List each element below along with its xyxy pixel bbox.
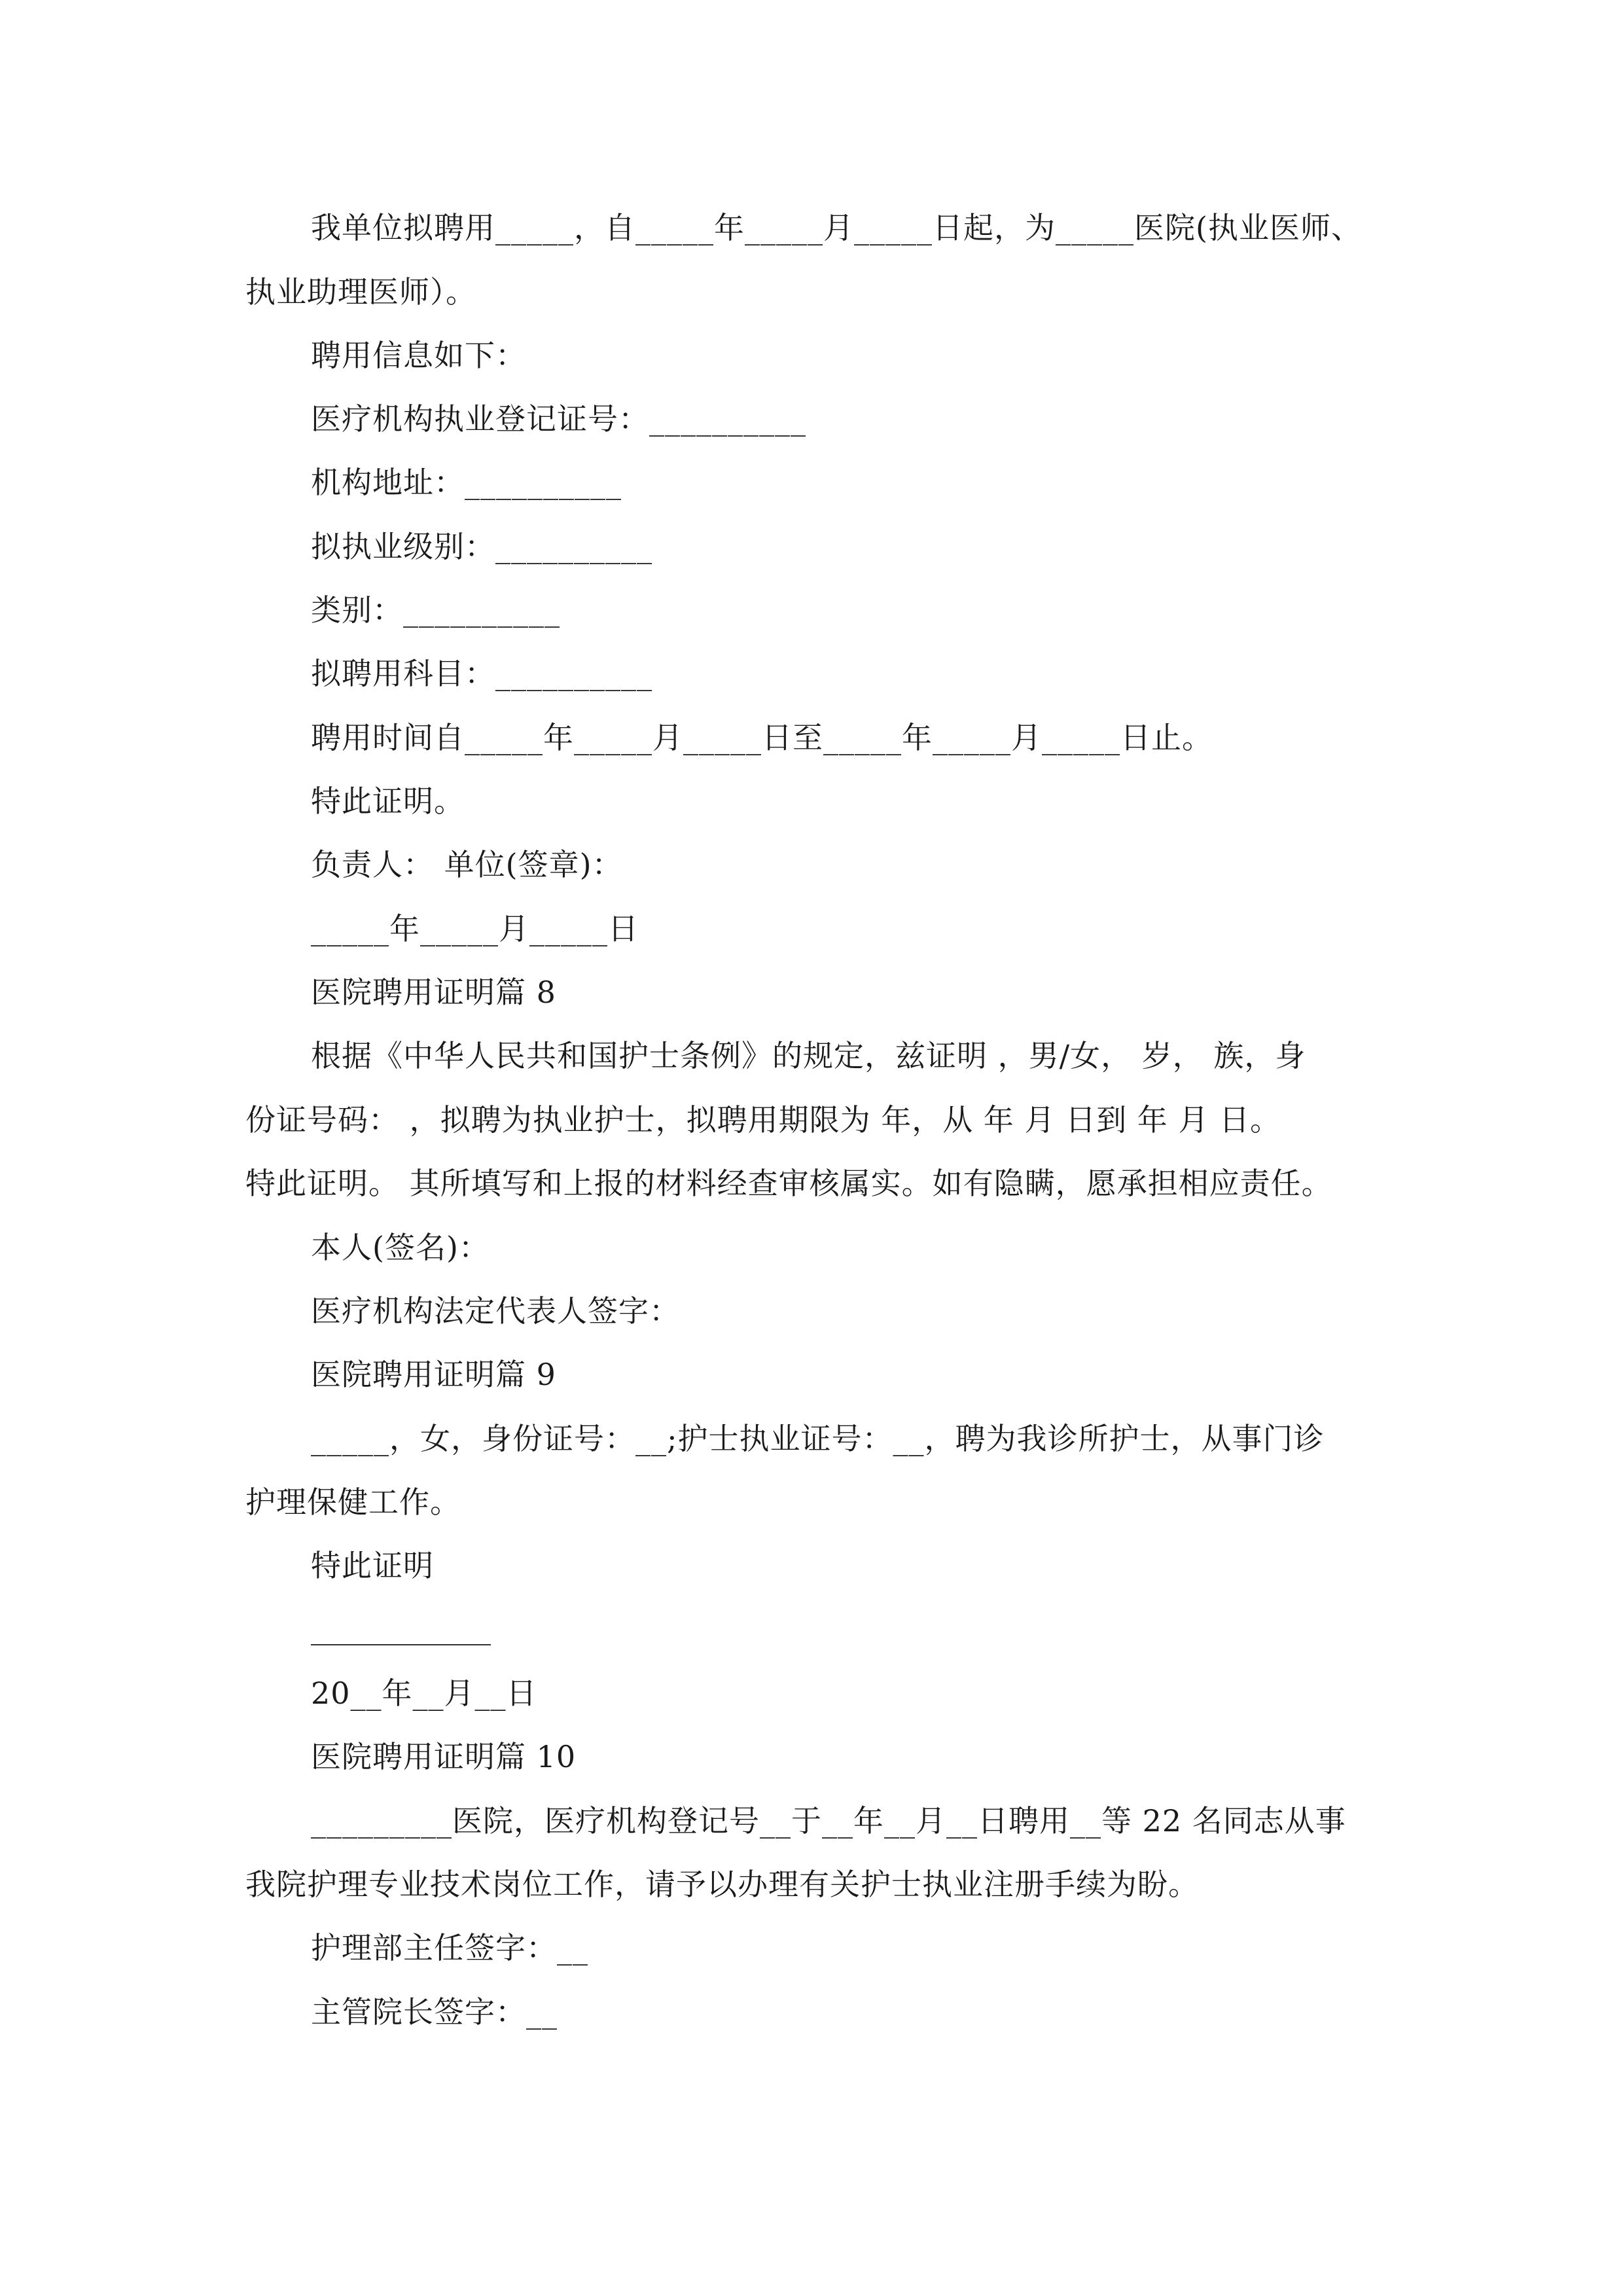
signature-line: 护理部主任签字：__ [311,1930,588,1965]
form-field-line: 医疗机构执业登记证号：__________ [311,401,806,437]
paragraph-line: _________医院，医疗机构登记号__于__年__月__日聘用__等 22 名同志从事 [311,1803,1346,1839]
signature-line: 本人(签名)： [311,1230,490,1265]
paragraph-line: 执业助理医师）。 [245,274,476,310]
form-field-line: 类别：__________ [311,592,560,628]
paragraph-line: 我单位拟聘用_____，自_____年_____月_____日起，为_____医院(执业医师、 [311,210,1362,245]
paragraph-line: _____，女，身份证号：__;护士执业证号：__，聘为我诊所护士，从事门诊 [311,1421,1325,1456]
paragraph-line: 聘用信息如下： [311,338,526,373]
paragraph-line: 份证号码： ，拟聘为执业护士，拟聘用期限为 年，从 年 月 日到 年 月 日。 [245,1102,1281,1138]
signature-line: 主管院长签字：__ [311,1994,558,2030]
form-field-line: 拟执业级别：__________ [311,529,652,564]
date-line: 20__年__月__日 [311,1676,537,1711]
signature-blank-line [311,1644,491,1645]
section-heading: 医院聘用证明篇 9 [311,1357,556,1392]
date-line: _____年_____月_____日 [311,911,639,946]
signature-line: 医疗机构法定代表人签字： [311,1293,680,1329]
paragraph-line: 我院护理专业技术岗位工作，请予以办理有关护士执业注册手续为盼。 [245,1867,1199,1902]
section-heading: 医院聘用证明篇 8 [311,975,556,1010]
section-heading: 医院聘用证明篇 10 [311,1739,577,1774]
signature-line: 负责人： 单位(签章)： [311,847,623,882]
paragraph-line: 特此证明 [311,1548,434,1583]
form-field-line: 拟聘用科目：__________ [311,656,652,691]
paragraph-line: 根据《中华人民共和国护士条例》的规定，兹证明 ，男/女， 岁， 族，身 [311,1038,1306,1073]
paragraph-line: 聘用时间自_____年_____月_____日至_____年_____月_____日止。 [311,720,1213,755]
form-field-line: 机构地址：__________ [311,465,622,500]
paragraph-line: 护理保健工作。 [245,1484,461,1520]
paragraph-line: 特此证明。 [311,783,465,819]
paragraph-line: 特此证明。 其所填写和上报的材料经查审核属实。如有隐瞒，愿承担相应责任。 [245,1166,1332,1201]
